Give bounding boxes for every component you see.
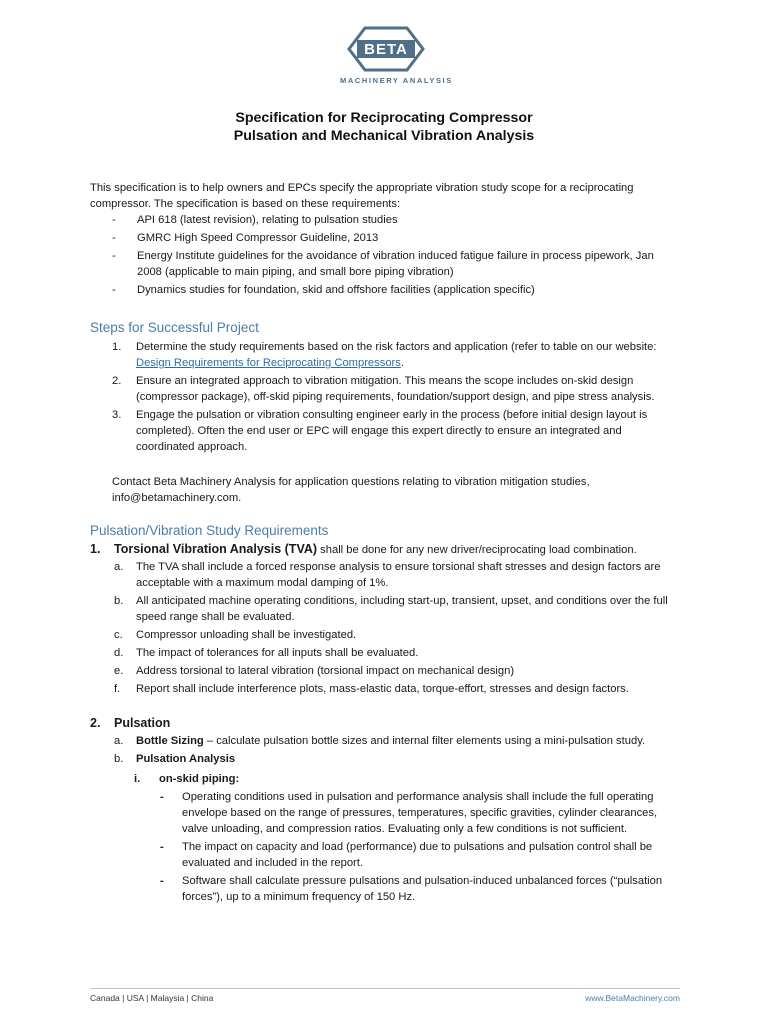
letter-marker: a.	[114, 735, 124, 747]
letter-marker: c.	[114, 629, 123, 641]
on-skid-piping-list	[159, 789, 680, 905]
list-item	[90, 681, 680, 697]
step-text: Engage the pulsation or vibration consulting engineer early in the process (before initial design layout is completed). Often the end user or EPC will engage this expert directly to ensure an integrated and coordinated approach.	[136, 409, 648, 453]
logo-brand-text: BETA	[364, 41, 408, 58]
tva-section	[90, 541, 680, 699]
pulsation-section	[90, 715, 680, 907]
list-item-text: API 618 (latest revision), relating to pulsation studies	[137, 214, 398, 226]
roman-marker: i.	[134, 773, 141, 785]
tva-requirements-list	[90, 559, 680, 697]
contact-paragraph: Contact Beta Machinery Analysis for application questions relating to vibration mitigation studies, info@betamachinery.com.	[112, 476, 590, 504]
dash-marker: -	[160, 841, 164, 853]
list-item-text: Compressor unloading shall be investigated.	[136, 629, 357, 641]
logo-subtitle: MACHINERY ANALYSIS	[340, 76, 453, 85]
step-number: 2.	[112, 375, 122, 387]
on-skid-piping-label: on-skid piping:	[159, 773, 240, 785]
dash-marker: -	[160, 875, 164, 887]
requirements-source-list	[90, 212, 680, 298]
step-item	[90, 339, 680, 371]
dash-marker: -	[112, 214, 116, 226]
letter-marker: b.	[114, 595, 124, 607]
steps-heading: Steps for Successful Project	[90, 320, 259, 335]
page-footer	[90, 988, 680, 1003]
dash-marker: -	[112, 250, 116, 262]
list-item-text: Dynamics studies for foundation, skid and offshore facilities (application specific)	[137, 284, 535, 296]
tva-heading	[90, 541, 680, 558]
pulsation-analysis-label: Pulsation Analysis	[136, 753, 236, 765]
list-item	[90, 282, 680, 298]
intro-paragraph: This specification is to help owners and EPCs specify the appropriate vibration study scope for a reciprocating compressor. The specification is based on these requirements:	[90, 182, 634, 210]
document-title-line-1: Specification for Reciprocating Compressor	[235, 110, 533, 126]
letter-marker: d.	[114, 647, 124, 659]
dash-marker: -	[112, 232, 116, 244]
list-item	[90, 771, 680, 905]
list-item-text: Report shall include interference plots, mass-elastic data, torque-effort, stresses and design factors.	[136, 683, 629, 695]
list-item	[90, 593, 680, 625]
step-number: 3.	[112, 409, 122, 421]
list-item	[90, 248, 680, 280]
section-number: 1.	[90, 542, 101, 556]
list-item-text: Operating conditions used in pulsation and performance analysis shall include the full operating envelope based on the range of pressures, temperatures, specific gravities, cylinder clearances, valve unloading, and compression ratios. Evaluating only a few conditions is not sufficient.	[182, 791, 658, 835]
letter-marker: a.	[114, 561, 124, 573]
list-item-text: Software shall calculate pressure pulsations and pulsation-induced unbalanced forces (“pulsation forces”), up to a minimum frequency of 150 Hz.	[182, 875, 663, 903]
list-item	[90, 751, 680, 767]
section-number: 2.	[90, 716, 101, 730]
pulsation-title: Pulsation	[114, 716, 171, 730]
beta-logo	[340, 26, 453, 92]
step-text: Determine the study requirements based on the risk factors and application (refer to table on our website:	[136, 341, 657, 353]
pulsation-requirements-list	[90, 733, 680, 767]
list-item	[90, 627, 680, 643]
step-number: 1.	[112, 341, 122, 353]
steps-list	[90, 339, 680, 457]
list-item	[90, 839, 680, 871]
requirements-heading: Pulsation/Vibration Study Requirements	[90, 523, 329, 538]
list-item	[90, 559, 680, 591]
design-requirements-link[interactable]: Design Requirements for Reciprocating Compressors	[136, 357, 401, 369]
list-item-text: Address torsional to lateral vibration (torsional impact on mechanical design)	[136, 665, 515, 677]
step-item	[90, 407, 680, 455]
pulsation-heading	[90, 715, 680, 732]
dash-marker: -	[160, 791, 164, 803]
footer-locations: Canada | USA | Malaysia | China	[90, 993, 214, 1003]
list-item-text: The impact on capacity and load (performance) due to pulsations and pulsation control shall be evaluated and included in the report.	[182, 841, 653, 869]
list-item	[90, 212, 680, 228]
tva-title: Torsional Vibration Analysis (TVA)	[114, 542, 318, 556]
letter-marker: f.	[114, 683, 121, 695]
letter-marker: e.	[114, 665, 124, 677]
intro-section	[90, 180, 680, 300]
list-item	[90, 873, 680, 905]
letter-marker: b.	[114, 753, 124, 765]
document-title-line-2: Pulsation and Mechanical Vibration Analysis	[233, 128, 535, 144]
list-item	[90, 645, 680, 661]
list-item-text: The TVA shall include a forced response analysis to ensure torsional shaft stresses and design factors are acceptable with a maximum modal damping of 1%.	[136, 561, 661, 589]
step-text-end: .	[400, 357, 404, 369]
step-item	[90, 373, 680, 405]
footer-website-link[interactable]: www.BetaMachinery.com	[585, 993, 680, 1003]
list-item	[90, 789, 680, 837]
list-item	[90, 663, 680, 679]
list-item-text: Energy Institute guidelines for the avoidance of vibration induced fatigue failure in process pipework, Jan 2008 (applicable to main piping, and small bore piping vibration)	[137, 250, 654, 278]
list-item	[90, 733, 680, 749]
beta-logo-icon	[347, 26, 425, 72]
list-item-text: GMRC High Speed Compressor Guideline, 2013	[137, 232, 379, 244]
list-item-text: The impact of tolerances for all inputs shall be evaluated.	[136, 647, 419, 659]
dash-marker: -	[112, 284, 116, 296]
bottle-sizing-label: Bottle Sizing	[136, 735, 204, 747]
tva-heading-text: shall be done for any new driver/reciprocating load combination.	[317, 544, 637, 556]
list-item	[90, 230, 680, 246]
pulsation-analysis-sublist	[90, 771, 680, 905]
list-item-text: All anticipated machine operating conditions, including start-up, transient, upset, and conditions over the full speed range shall be evaluated.	[136, 595, 668, 623]
list-item-text: – calculate pulsation bottle sizes and internal filter elements using a mini-pulsation study.	[203, 735, 646, 747]
step-text: Ensure an integrated approach to vibration mitigation. This means the scope includes on-skid design (compressor package), off-skid piping requirements, foundation/support design, and pipe stress analysis.	[136, 375, 655, 403]
